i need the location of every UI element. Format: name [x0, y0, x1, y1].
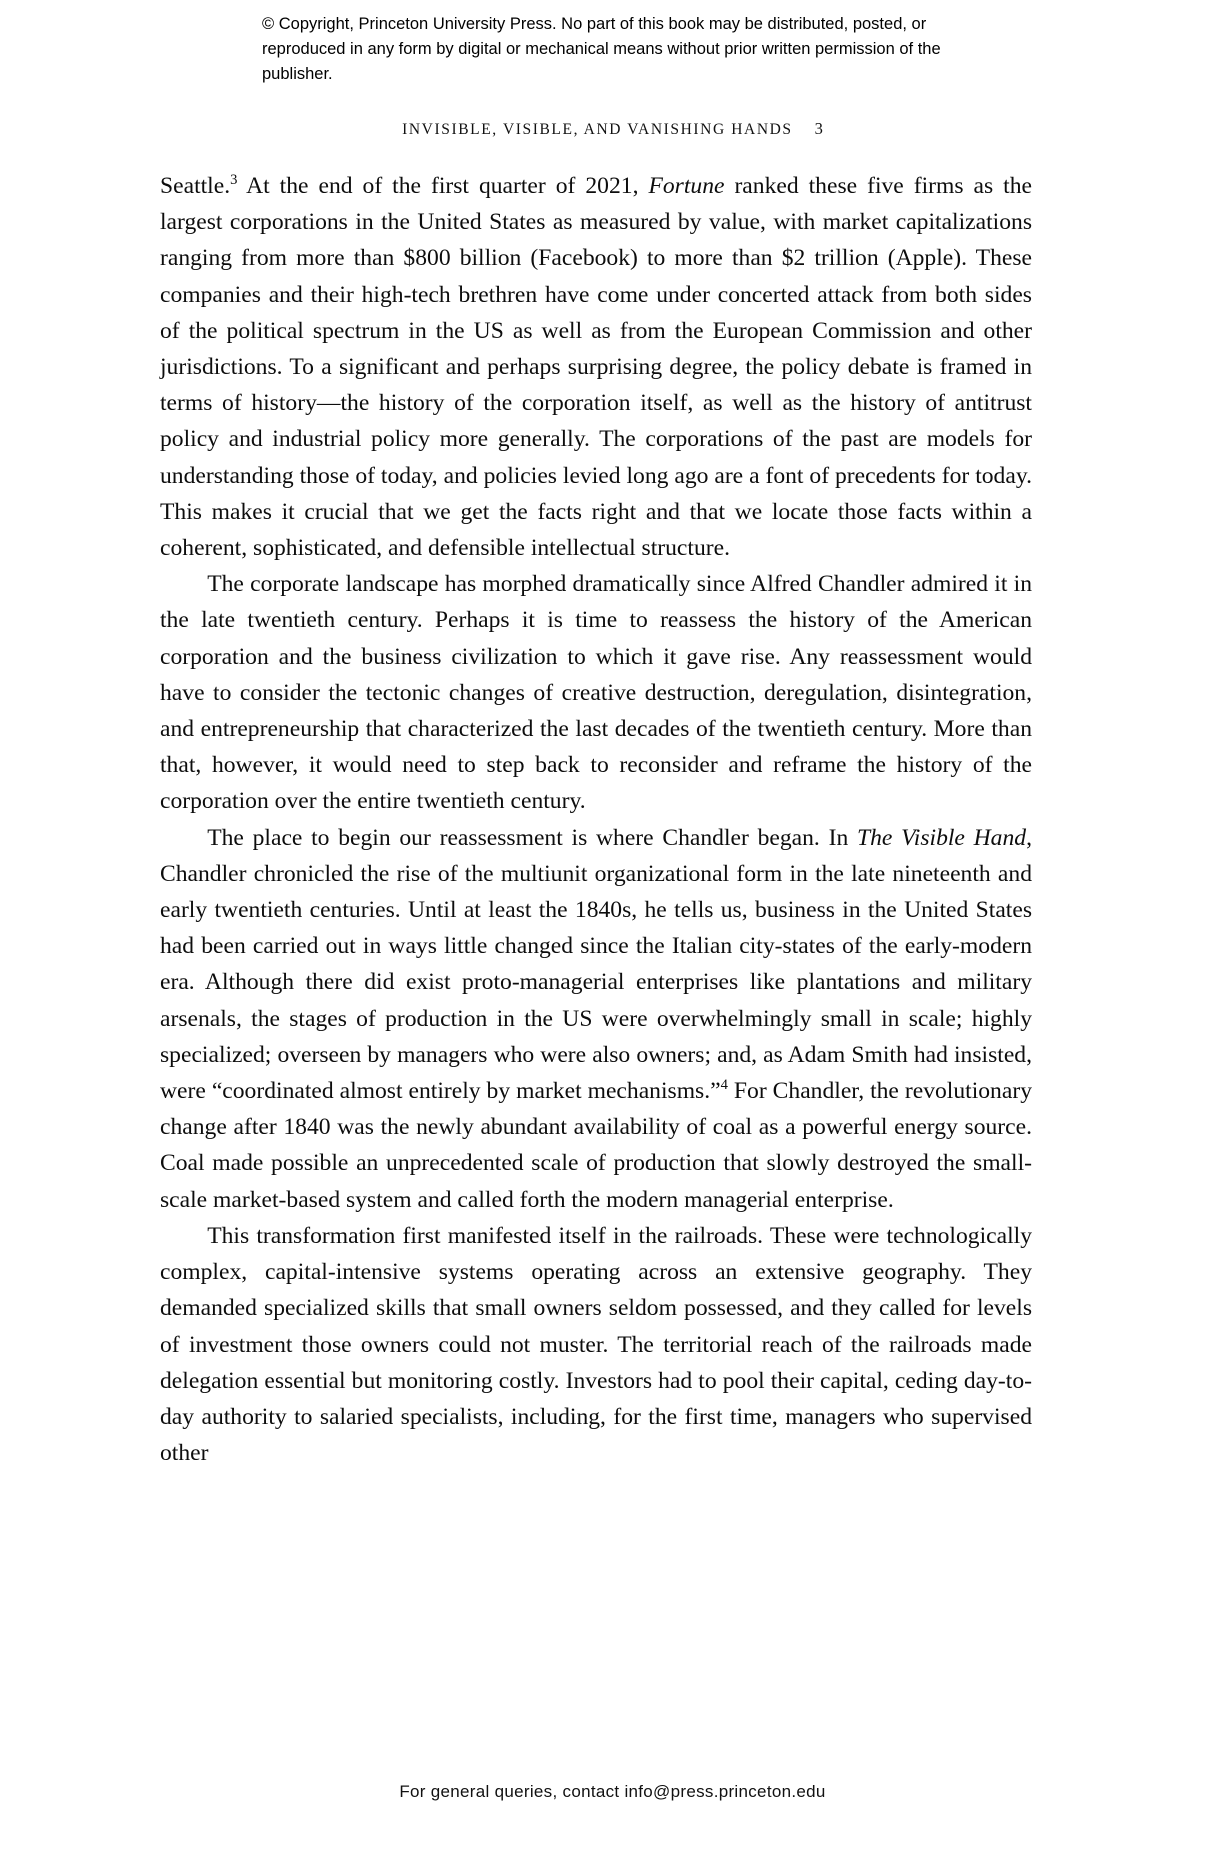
running-head [160, 119, 1065, 139]
italic-the-visible-hand: The Visible Hand [856, 824, 1027, 851]
paragraph-3-part-b: , Chandler chronicled the rise of the multiunit organizational form in the late nineteenth and early twentieth centuries. Until at least the 1840s, he tells us, business in the United States had been carried out in ways little changed since the Italian city-states of the early-modern era. Although there did exist proto-managerial enterprises like plantations and military arsenals, the stages of production in the US were overwhelmingly small in scale; highly specialized; overseen by managers who were also owners; and, as Adam Smith had insisted, were “coordinated almost entirely by market mechanisms.”$^4$ For Chandler, the revolutionary change after 1840 was the newly abundant availability of coal as a powerful energy source. Coal made possible an unprecedented scale of production that slowly destroyed the small-scale market-based system and called forth the modern managerial enterprise. [160, 824, 1032, 1213]
paragraph-1 [160, 168, 1032, 566]
footnote-marker-4: 4 [720, 1077, 728, 1094]
copyright-notice: © Copyright, Princeton University Press. No part of this book may be distributed, posted, or reproduced in any form by digital or mechanical means without prior written permission of the publisher. [262, 15, 941, 83]
page-number: 3 [814, 119, 823, 138]
paragraph-1-part-b: ranked these five firms as the largest corporations in the United States as measured by value, with market capitalizations ranging from more than $800 billion (Facebook) to more than $2 trillion (Apple). These companies and their high-tech brethren have come under concerted attack from both sides of the political spectrum in the US as well as from the European Commission and other jurisdictions. To a significant and perhaps surprising degree, the policy debate is framed in terms of history—the history of the corporation itself, as well as the history of antitrust policy and industrial policy more generally. The corporations of the past are models for understanding those of today, and policies levied long ago are a font of precedents for today. This makes it crucial that we get the facts right and that we locate those facts within a coherent, sophisticated, and defensible intellectual structure. [160, 173, 1032, 562]
footnote-marker-3: 3 [230, 172, 238, 189]
paragraph-3-part-a: The place to begin our reassessment is where Chandler began. In [207, 824, 857, 851]
paragraph-3 [160, 820, 1032, 1218]
italic-fortune: Fortune [648, 173, 725, 199]
paragraph-1-part-a: Seattle.$^3$ At the end of the first quarter of 2021, [160, 172, 649, 199]
paragraph-4: This transformation first manifested itself in the railroads. These were technologically complex, capital-intensive systems operating across an extensive geography. They demanded specialized skills that small owners seldom possessed, and they called for levels of investment those owners could not muster. The territorial reach of the railroads made delegation essential but monitoring costly. Investors had to pool their capital, ceding day-to-day authority to salaried specialists, including, for the first time, managers who supervised other [160, 1222, 1032, 1467]
paragraph-2: The corporate landscape has morphed dramatically since Alfred Chandler admired it in the late twentieth century. Perhaps it is time to reassess the history of the American corporation and the business civilization to which it gave rise. Any reassessment would have to consider the tectonic changes of creative destruction, deregulation, disintegration, and entrepreneurship that characterized the last decades of the twentieth century. More than that, however, it would need to step back to reconsider and reframe the history of the corporation over the entire twentieth century. [160, 571, 1032, 815]
running-head-title: INVISIBLE, VISIBLE, AND VANISHING HANDS [402, 121, 793, 138]
body-text [160, 168, 1032, 1471]
footer-query-note: For general queries, contact info@press.princeton.edu [399, 1782, 826, 1801]
